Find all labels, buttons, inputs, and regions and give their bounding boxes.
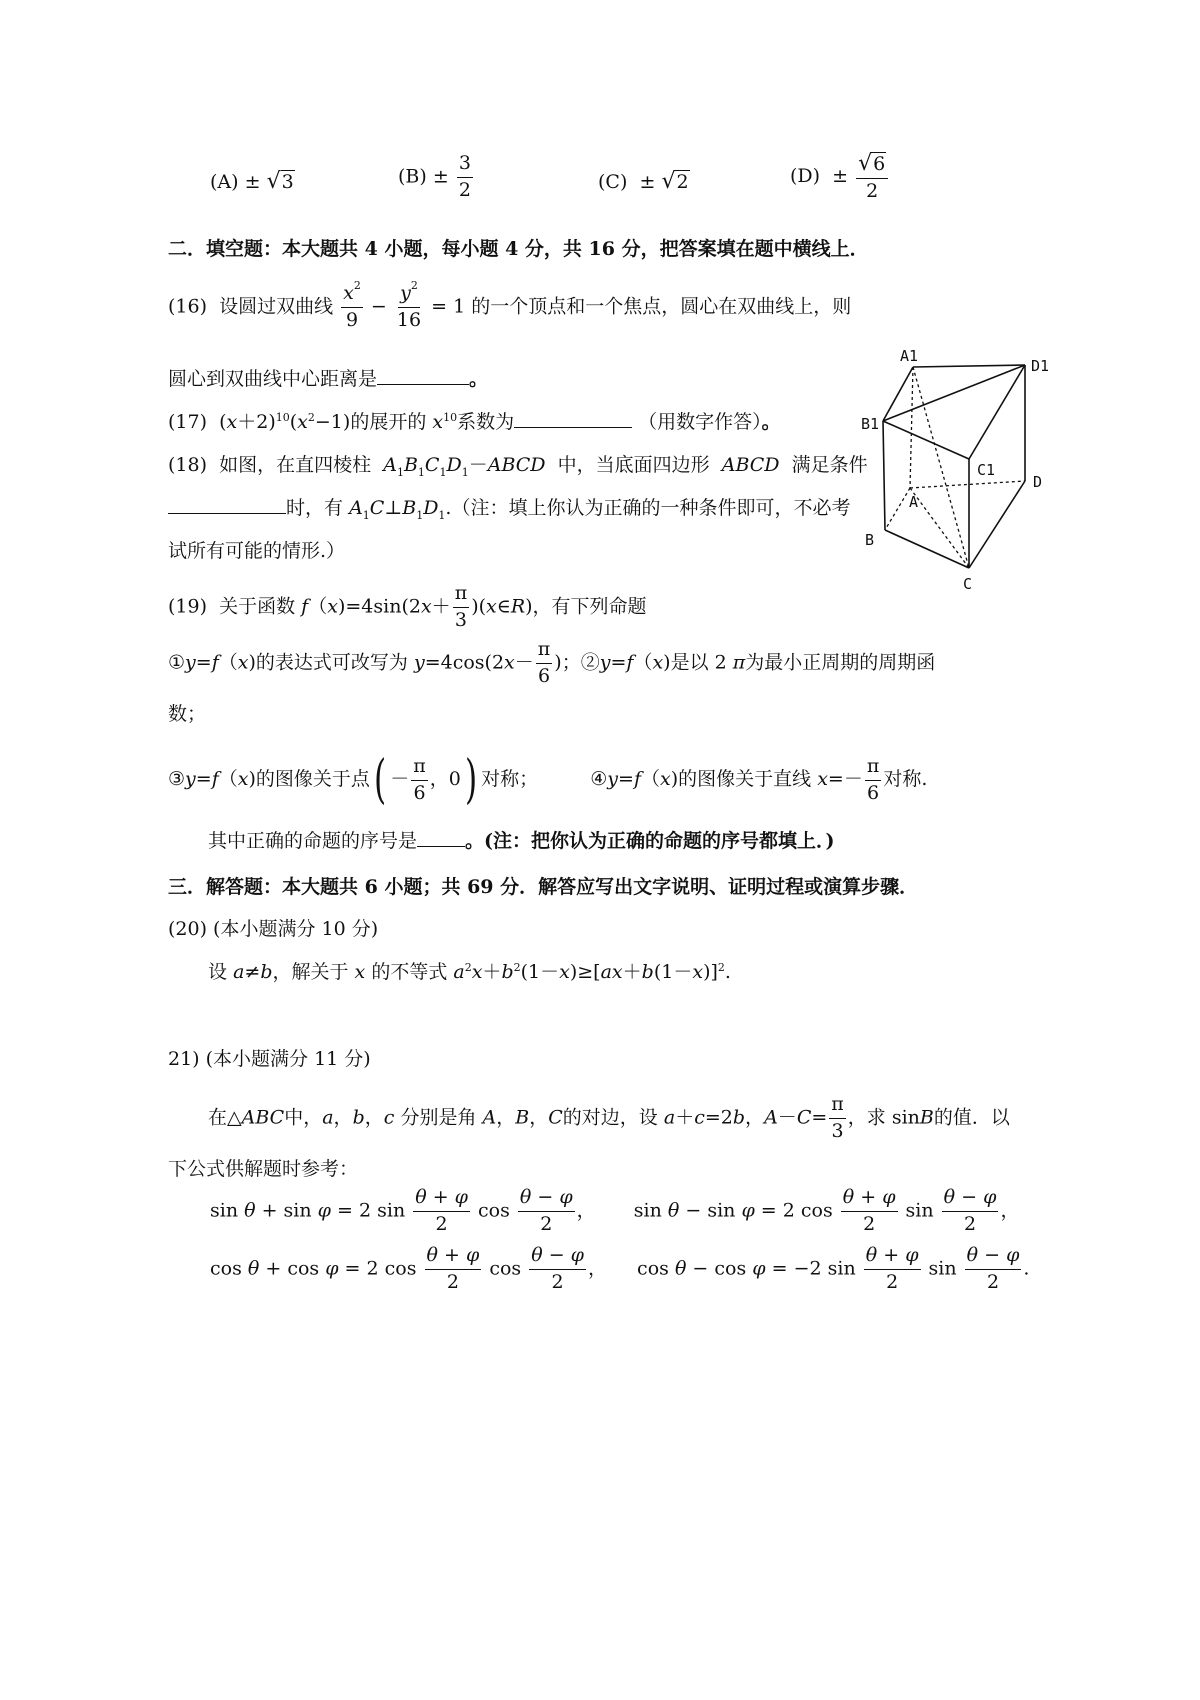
section3-header: 三．解答题：本大题共 6 小题；共 69 分．解答应写出文字说明、证明过程或演算步骤． [168, 876, 919, 898]
formula-row-2: cos θ + cos φ = 2 cos $\frac{\theta + \varphi}{2}$ cos $\frac{\theta - \varphi}{2}$ ， cos θ − cos φ = −2 sin $\frac{\theta + \varphi}{2}$ sin $\frac{\theta - \varphi}{2}$ . [210, 1244, 1030, 1293]
q18-line1: (18) 如图，在直四棱柱 $A_1B_1C_1D_1-ABCD$ 中，当底面四边形 ABCD 满足条件 [168, 454, 868, 479]
formula-row-1: sin θ + sin φ = 2 sin $\frac{\theta + \varphi}{2}$ cos $\frac{\theta - \varphi}{2}$ ， sin θ − sin φ = 2 cos $\frac{\theta + \varphi}{2}$ sin $\frac{\theta - \varphi}{2}$ ， [210, 1186, 1020, 1235]
q18-line3: 试所有可能的情形.） [168, 540, 346, 562]
q20-text: 设 a≠b，解关于 x 的不等式 $a^2x+b^2(1-x)\ge[ax+b(1-x)]^2$. [208, 961, 731, 983]
label-a1: A1 [900, 347, 919, 365]
q18-line2: 时，有 $A_1C\perp B_1D_1$.（注：填上你认为正确的一种条件即可，不必考 [168, 494, 850, 530]
section2-header: 二．填空题：本大题共 4 小题，每小题 4 分，共 16 分，把答案填在题中横线上． [168, 238, 869, 260]
option-b: (B) ± $\frac{3}{2}$ [398, 152, 471, 201]
label-b: B [865, 531, 875, 549]
option-c: (C) ± √2 [598, 169, 689, 194]
q21-header: 21) (本小题满分 11 分) [168, 1048, 371, 1070]
q20-header: (20) (本小题满分 10 分) [168, 918, 379, 940]
q19-answer: 其中正确的命题的序号是 。(注：把你认为正确的命题的序号都填上．) [208, 830, 835, 852]
q19-line3: 数； [168, 703, 207, 725]
q16-line1: (16) 设圆过双曲线 $\frac{x^2}{9}$ − $\frac{y^2}{16}$ = 1 的一个顶点和一个焦点，圆心在双曲线上，则 [168, 279, 852, 331]
q17: (17) $(x+2)^{10}(x^2-1)$的展开的 $x^{10}$系数为 （用数字作答）。 [168, 411, 781, 433]
label-c: C [963, 575, 973, 593]
label-d1: D1 [1031, 357, 1050, 375]
q19-intro: (19) 关于函数 f（x)=4sin(2x＋ $\frac{\pi}{3}$ )(x∈R)，有下列命题 [168, 582, 647, 631]
prism-figure [855, 345, 1085, 605]
q21-line2: 下公式供解题时参考： [168, 1158, 359, 1180]
label-b1: B1 [861, 415, 880, 433]
q21-text: 在△ABC中，a，b，c 分别是角 A，B，C的对边，设 a＋c=2b，A－C= $\frac{\pi}{3}$ ，求 sinB的值．以 [208, 1093, 1010, 1142]
option-d: (D) ± $\frac{√6}{2}$ [790, 152, 890, 202]
q19-props-1-2: ①y=f（x)的表达式可改写为 y=4cos(2x－ $\frac{\pi}{6}$ )；②y=f（x)是以 2 π为最小正周期的周期函 [168, 638, 936, 687]
option-a: (A) ± √3 [210, 169, 294, 194]
label-a: A [909, 493, 919, 511]
label-c1: C1 [977, 461, 996, 479]
q19-props-3-4: ③y=f（x)的图像关于点( － $\frac{\pi}{6}$ ，0) 对称； ④y=f（x)的图像关于直线 x=－ $\frac{\pi}{6}$ 对称. [168, 750, 928, 810]
q16-line2: 圆心到双曲线中心距离是 。 [168, 368, 489, 390]
label-d: D [1033, 473, 1043, 491]
